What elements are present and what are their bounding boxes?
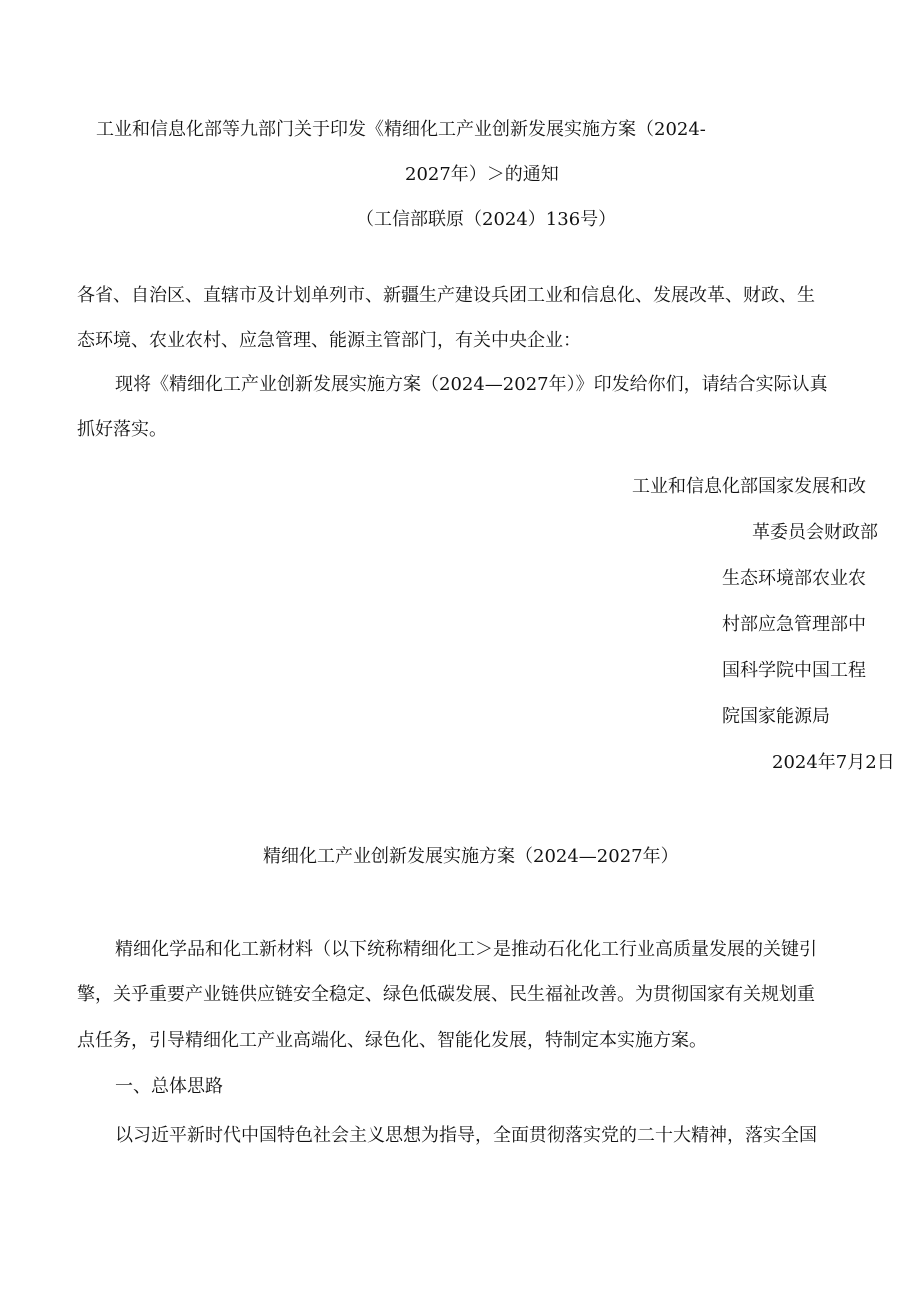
signatory-line-3: 生态环境部农业农 xyxy=(722,568,866,589)
plan-paragraph-1-line-2: 擎，关乎重要产业链供应链安全稳定、绿色低碳发展、民生福祉改善。为贯彻国家有关规划重 xyxy=(77,984,815,1005)
plan-paragraph-1-line-3: 点任务，引导精细化工产业高端化、绿色化、智能化发展，特制定本实施方案。 xyxy=(77,1030,707,1051)
notice-body-line-2: 抓好落实。 xyxy=(77,419,167,440)
plan-paragraph-1-line-1: 精细化学品和化工新材料（以下统称精细化工＞是推动石化化工行业高质量发展的关键引 xyxy=(115,939,817,960)
plan-title: 精细化工产业创新发展实施方案（2024—2027年） xyxy=(263,846,679,867)
recipients-line-1: 各省、自治区、直辖市及计划单列市、新疆生产建设兵团工业和信息化、发展改革、财政、生 xyxy=(77,285,815,306)
signatory-line-2: 革委员会财政部 xyxy=(752,522,878,543)
document-number: （工信部联原（2024）136号） xyxy=(356,209,617,230)
section-1-heading: 一、总体思路 xyxy=(115,1076,223,1097)
signatory-line-6: 院国家能源局 xyxy=(722,706,830,727)
signature-date: 2024年7月2日 xyxy=(772,752,895,773)
notice-title-line-2: 2027年）＞的通知 xyxy=(405,164,559,185)
recipients-line-2: 态环境、农业农村、应急管理、能源主管部门，有关中央企业： xyxy=(77,330,581,351)
signatory-line-1: 工业和信息化部国家发展和改 xyxy=(632,476,866,497)
signatory-line-5: 国科学院中国工程 xyxy=(722,660,866,681)
notice-title-line-1: 工业和信息化部等九部门关于印发《精细化工产业创新发展实施方案（2024- xyxy=(96,119,706,140)
plan-paragraph-2-line-1: 以习近平新时代中国特色社会主义思想为指导，全面贯彻落实党的二十大精神，落实全国 xyxy=(115,1125,817,1146)
notice-body-line-1: 现将《精细化工产业创新发展实施方案（2024—2027年）》印发给你们，请结合实际认真 xyxy=(115,374,828,395)
signatory-line-4: 村部应急管理部中 xyxy=(722,614,866,635)
